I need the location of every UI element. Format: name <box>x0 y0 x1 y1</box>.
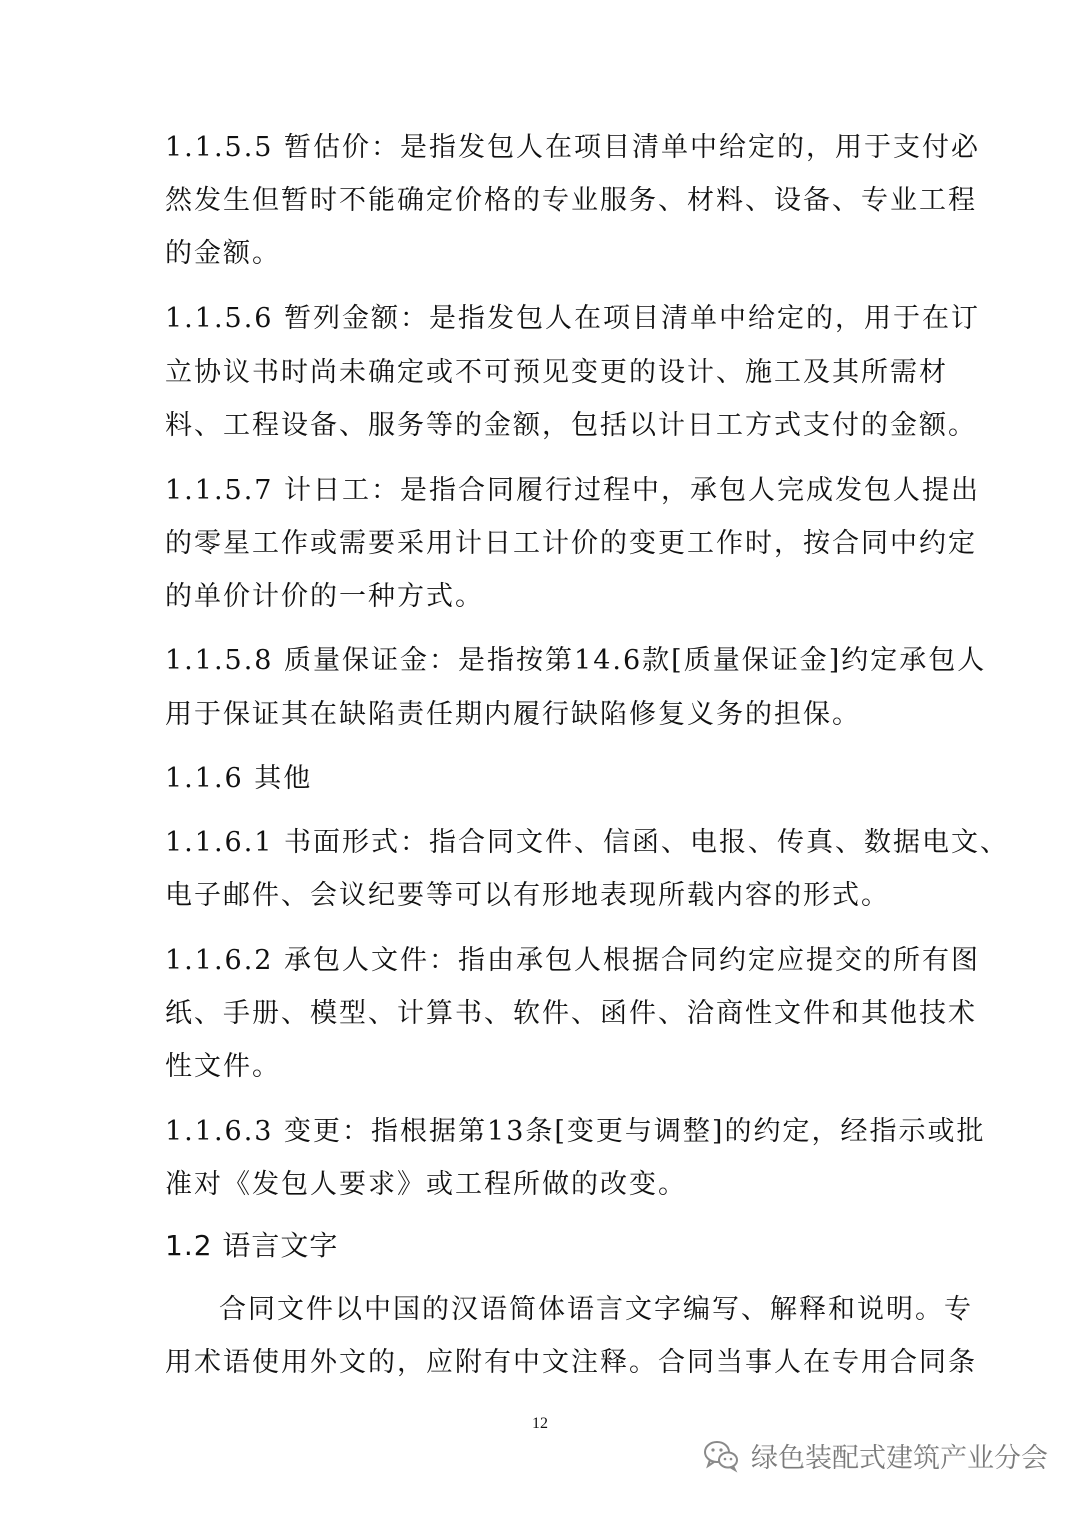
text-line: 纸、手册、模型、计算书、软件、函件、洽商性文件和其他技术 <box>165 998 977 1029</box>
watermark-text: 绿色装配式建筑产业分会 <box>751 1442 1048 1474</box>
text-line: 的单价计价的一种方式。 <box>165 581 484 612</box>
text-line: 的零星工作或需要采用计日工计价的变更工作时，按合同中约定 <box>165 528 977 559</box>
text-line: 用于保证其在缺陷责任期内履行缺陷修复义务的担保。 <box>165 699 861 730</box>
text-line: 立协议书时尚未确定或不可预见变更的设计、施工及其所需材 <box>165 357 948 388</box>
text-line: 1.1.6.3 变更：指根据第13条[变更与调整]的约定，经指示或批 <box>165 1116 986 1147</box>
text-line: 的金额。 <box>165 238 281 269</box>
text-line: 1.1.5.8 质量保证金：是指按第14.6款[质量保证金]约定承包人 <box>165 645 987 676</box>
text-line: 1.1.6.1 书面形式：指合同文件、信函、电报、传真、数据电文、 <box>165 827 1010 858</box>
text-line: 电子邮件、会议纪要等可以有形地表现所载内容的形式。 <box>165 880 890 911</box>
text-line: 料、工程设备、服务等的金额，包括以计日工方式支付的金额。 <box>165 410 977 441</box>
text-line: 1.1.5.6 暂列金额：是指发包人在项目清单中给定的，用于在订 <box>165 303 981 334</box>
wechat-icon <box>701 1435 741 1475</box>
text-line: 1.1.5.7 计日工：是指合同履行过程中，承包人完成发包人提出 <box>165 475 981 506</box>
watermark <box>701 1433 1048 1477</box>
subsection-title: 1.1.6 其他 <box>165 763 313 794</box>
text-line: 1.1.5.5 暂估价：是指发包人在项目清单中给定的，用于支付必 <box>165 132 981 163</box>
text-line: 性文件。 <box>165 1051 281 1082</box>
body-line: 用术语使用外文的，应附有中文注释。合同当事人在专用合同条 <box>165 1347 977 1378</box>
body-line: 合同文件以中国的汉语简体语言文字编写、解释和说明。专 <box>219 1294 973 1325</box>
section-heading: 1.2 语言文字 <box>165 1229 339 1262</box>
text-line: 准对《发包人要求》或工程所做的改变。 <box>165 1169 687 1200</box>
text-line: 1.1.6.2 承包人文件：指由承包人根据合同约定应提交的所有图 <box>165 945 981 976</box>
page-number: 12 <box>532 1415 548 1432</box>
text-line: 然发生但暂时不能确定价格的专业服务、材料、设备、专业工程 <box>165 185 977 216</box>
